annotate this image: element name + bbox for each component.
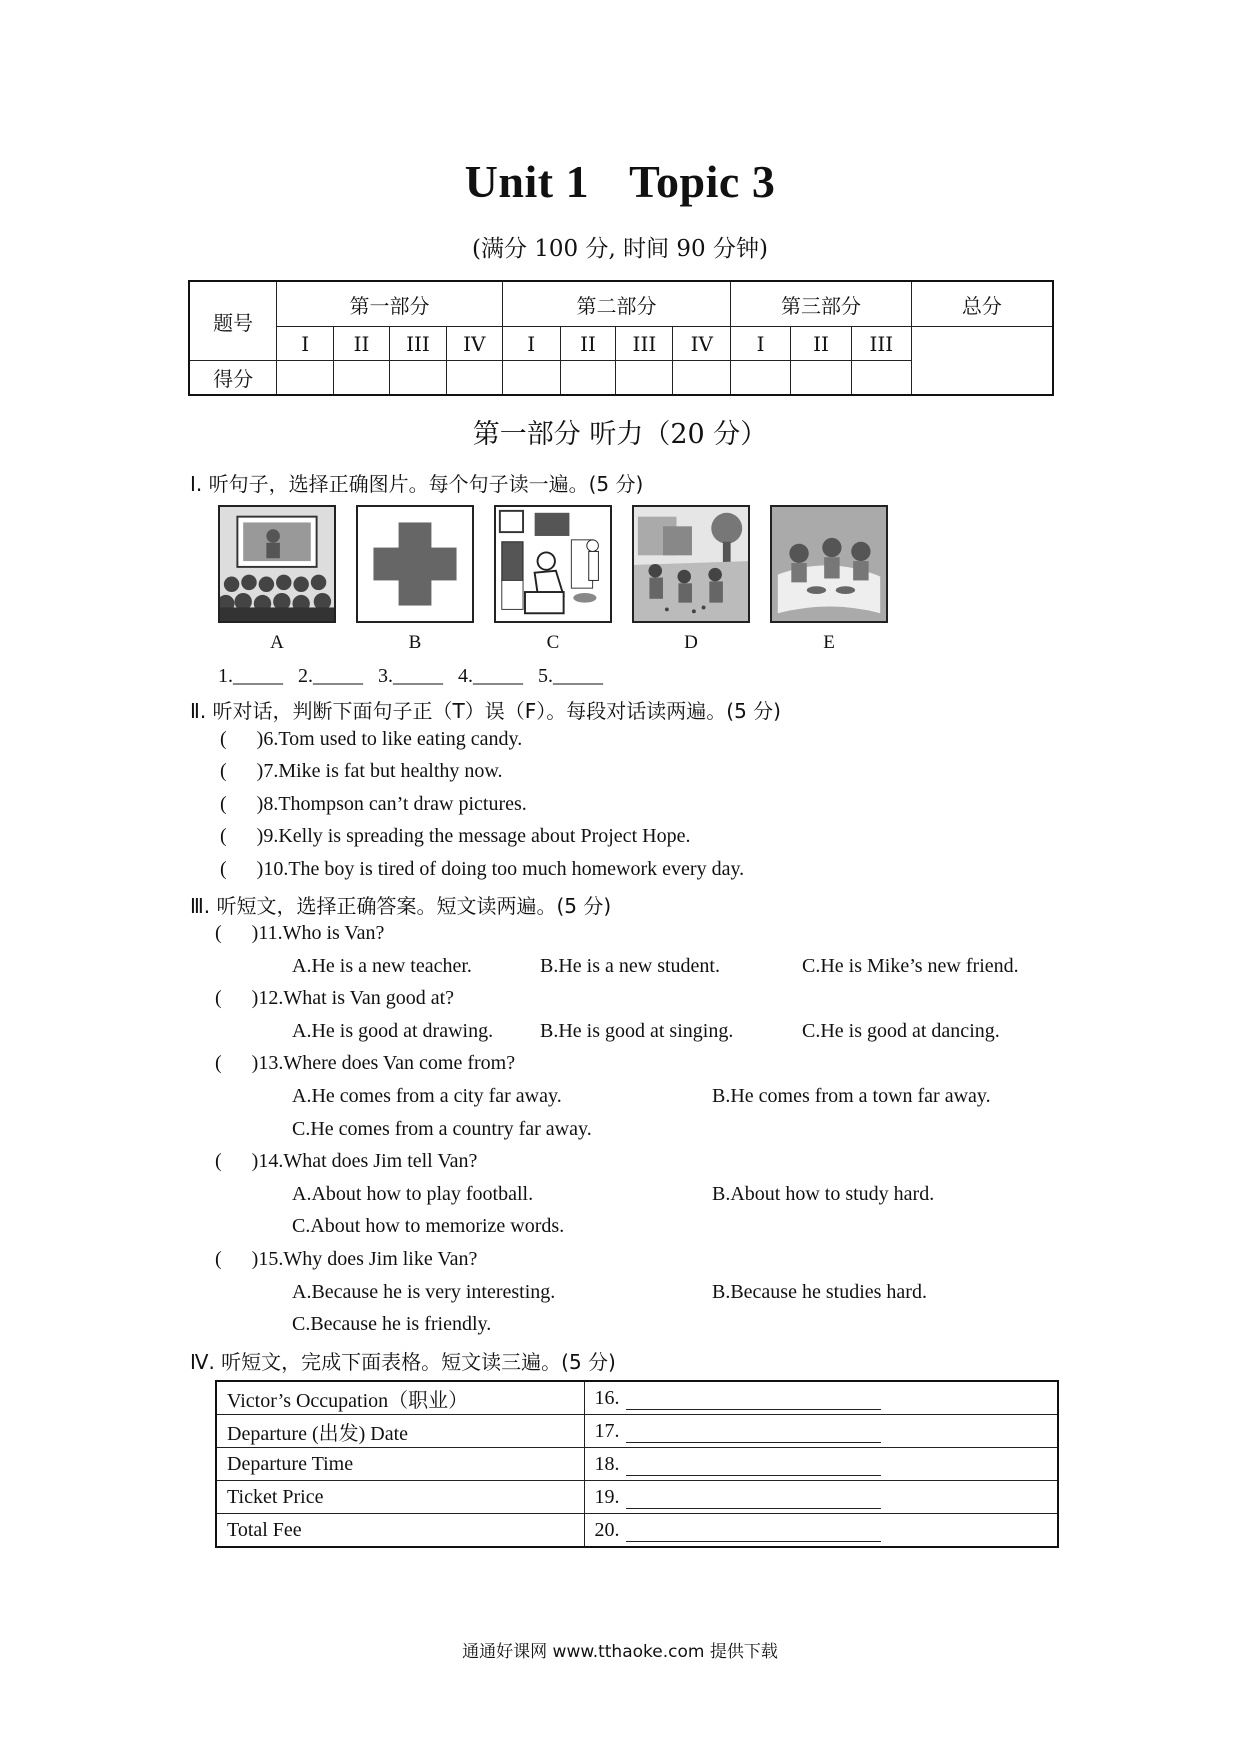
answer-blank[interactable] — [626, 1424, 881, 1443]
score-table-label-score: 得分 — [189, 361, 277, 396]
option-12-c[interactable]: C.He is good at dancing. — [802, 1020, 1000, 1042]
table-row — [216, 1514, 1058, 1548]
page-subtitle: (满分 100 分, 时间 90 分钟) — [472, 236, 768, 262]
score-col: I — [502, 327, 560, 361]
fill-row-number: 16. — [594, 1386, 620, 1409]
option-12-b[interactable]: B.He is good at singing. — [540, 1020, 734, 1042]
fill-row-number: 19. — [594, 1485, 620, 1508]
score-col: I — [277, 327, 334, 361]
true-false-item[interactable]: ( )6.Tom used to like eating candy. — [220, 728, 523, 750]
option-11-b[interactable]: B.He is a new student. — [540, 955, 720, 977]
score-col: III — [389, 327, 446, 361]
table-row — [216, 1415, 1058, 1448]
picture-label-e: E — [823, 632, 835, 653]
score-cell[interactable] — [277, 361, 334, 396]
table-row — [216, 1381, 1058, 1415]
option-14-c[interactable]: C.About how to memorize words. — [292, 1215, 565, 1237]
answer-blank[interactable] — [626, 1457, 881, 1476]
score-col: II — [791, 327, 852, 361]
option-12-a[interactable]: A.He is good at drawing. — [292, 1020, 494, 1042]
fill-row-label: Ticket Price — [216, 1481, 584, 1514]
fill-row-answer[interactable] — [584, 1381, 1058, 1415]
section1-heading: Ⅰ. 听句子，选择正确图片。每个句子读一遍。(5 分) — [190, 472, 644, 496]
score-cell[interactable] — [851, 361, 911, 396]
score-cell[interactable] — [389, 361, 446, 396]
page-title — [0, 155, 1240, 208]
score-cell[interactable] — [616, 361, 673, 396]
picture-d — [632, 505, 750, 623]
fill-row-number: 18. — [594, 1452, 620, 1475]
option-13-c[interactable]: C.He comes from a country far away. — [292, 1118, 592, 1140]
score-cell[interactable] — [791, 361, 852, 396]
option-15-a[interactable]: A.Because he is very interesting. — [292, 1281, 556, 1303]
picture-b — [356, 505, 474, 623]
picture-label-c: C — [546, 632, 560, 653]
option-14-b[interactable]: B.About how to study hard. — [712, 1183, 935, 1205]
title-unit: Unit 1 — [464, 156, 590, 207]
answer-blank[interactable] — [626, 1391, 881, 1410]
picture-e — [770, 505, 888, 623]
score-table-group-total: 总分 — [911, 281, 1053, 327]
true-false-item[interactable]: ( )7.Mike is fat but healthy now. — [220, 760, 503, 782]
score-col: I — [731, 327, 791, 361]
red-cross-icon — [358, 507, 472, 621]
score-col: II — [560, 327, 616, 361]
score-table-group-3: 第三部分 — [731, 281, 912, 327]
picture-label-b: B — [408, 632, 422, 653]
children-cleaning-park-icon — [634, 507, 748, 621]
picture-label-d: D — [684, 632, 698, 653]
fill-row-label: Departure (出发) Date — [216, 1415, 584, 1448]
score-col: III — [616, 327, 673, 361]
fill-row-answer[interactable] — [584, 1415, 1058, 1448]
score-table-group-2: 第二部分 — [502, 281, 730, 327]
true-false-item[interactable]: ( )8.Thompson can’t draw pictures. — [220, 793, 527, 815]
score-cell[interactable] — [334, 361, 390, 396]
fill-row-label: Total Fee — [216, 1514, 584, 1548]
score-cell[interactable] — [731, 361, 791, 396]
score-col: II — [334, 327, 390, 361]
option-15-b[interactable]: B.Because he studies hard. — [712, 1281, 927, 1303]
fill-row-label: Departure Time — [216, 1448, 584, 1481]
footer-source: 通通好课网 www.tthaoke.com 提供下载 — [462, 1642, 778, 1662]
question-14[interactable]: ( )14.What does Jim tell Van? — [215, 1150, 478, 1172]
option-13-a[interactable]: A.He comes from a city far away. — [292, 1085, 562, 1107]
fill-row-answer[interactable] — [584, 1448, 1058, 1481]
score-cell[interactable] — [560, 361, 616, 396]
option-13-b[interactable]: B.He comes from a town far away. — [712, 1085, 991, 1107]
part1-heading: 第一部分 听力（20 分） — [472, 419, 768, 450]
score-total-cell[interactable] — [911, 327, 1053, 396]
score-cell[interactable] — [446, 361, 502, 396]
score-cell[interactable] — [502, 361, 560, 396]
answer-blank[interactable] — [626, 1490, 881, 1509]
score-col: IV — [446, 327, 502, 361]
true-false-item[interactable]: ( )9.Kelly is spreading the message about Project Hope. — [220, 825, 691, 847]
option-14-a[interactable]: A.About how to play football. — [292, 1183, 534, 1205]
question-11[interactable]: ( )11.Who is Van? — [215, 922, 385, 944]
score-col: III — [851, 327, 911, 361]
table-row — [216, 1448, 1058, 1481]
score-table-group-1: 第一部分 — [277, 281, 502, 327]
picture-a — [218, 505, 336, 623]
table-row — [216, 1481, 1058, 1514]
fill-row-label: Victor’s Occupation（职业） — [216, 1381, 584, 1415]
option-11-c[interactable]: C.He is Mike’s new friend. — [802, 955, 1019, 977]
fill-row-number: 17. — [594, 1419, 620, 1442]
picture-label-a: A — [270, 632, 284, 653]
picture-c — [494, 505, 612, 623]
option-15-c[interactable]: C.Because he is friendly. — [292, 1313, 492, 1335]
fill-in-table — [215, 1380, 1059, 1548]
section3-heading: Ⅲ. 听短文，选择正确答案。短文读两遍。(5 分) — [190, 894, 612, 918]
score-table-label-number: 题号 — [189, 281, 277, 361]
fill-row-number: 20. — [594, 1518, 620, 1541]
cinema-audience-icon — [220, 507, 334, 621]
answer-blank[interactable] — [626, 1523, 881, 1542]
title-topic: Topic 3 — [629, 156, 776, 207]
score-col: IV — [673, 327, 731, 361]
section4-heading: Ⅳ. 听短文，完成下面表格。短文读三遍。(5 分) — [190, 1350, 616, 1374]
question-13[interactable]: ( )13.Where does Van come from? — [215, 1052, 516, 1074]
option-11-a[interactable]: A.He is a new teacher. — [292, 955, 472, 977]
section2-heading: Ⅱ. 听对话，判断下面句子正（T）误（F）。每段对话读两遍。(5 分) — [190, 699, 781, 723]
question-15[interactable]: ( )15.Why does Jim like Van? — [215, 1248, 478, 1270]
children-eating-icon — [772, 507, 886, 621]
boy-watching-tv-icon — [496, 507, 610, 621]
question-12[interactable]: ( )12.What is Van good at? — [215, 987, 455, 1009]
true-false-item[interactable]: ( )10.The boy is tired of doing too much homework every day. — [220, 858, 745, 880]
fill-row-answer[interactable] — [584, 1514, 1058, 1548]
section1-answer-blanks[interactable]: 1._____ 2._____ 3._____ 4._____ 5._____ — [218, 665, 603, 687]
score-cell[interactable] — [673, 361, 731, 396]
score-table — [188, 280, 1054, 396]
fill-row-answer[interactable] — [584, 1481, 1058, 1514]
